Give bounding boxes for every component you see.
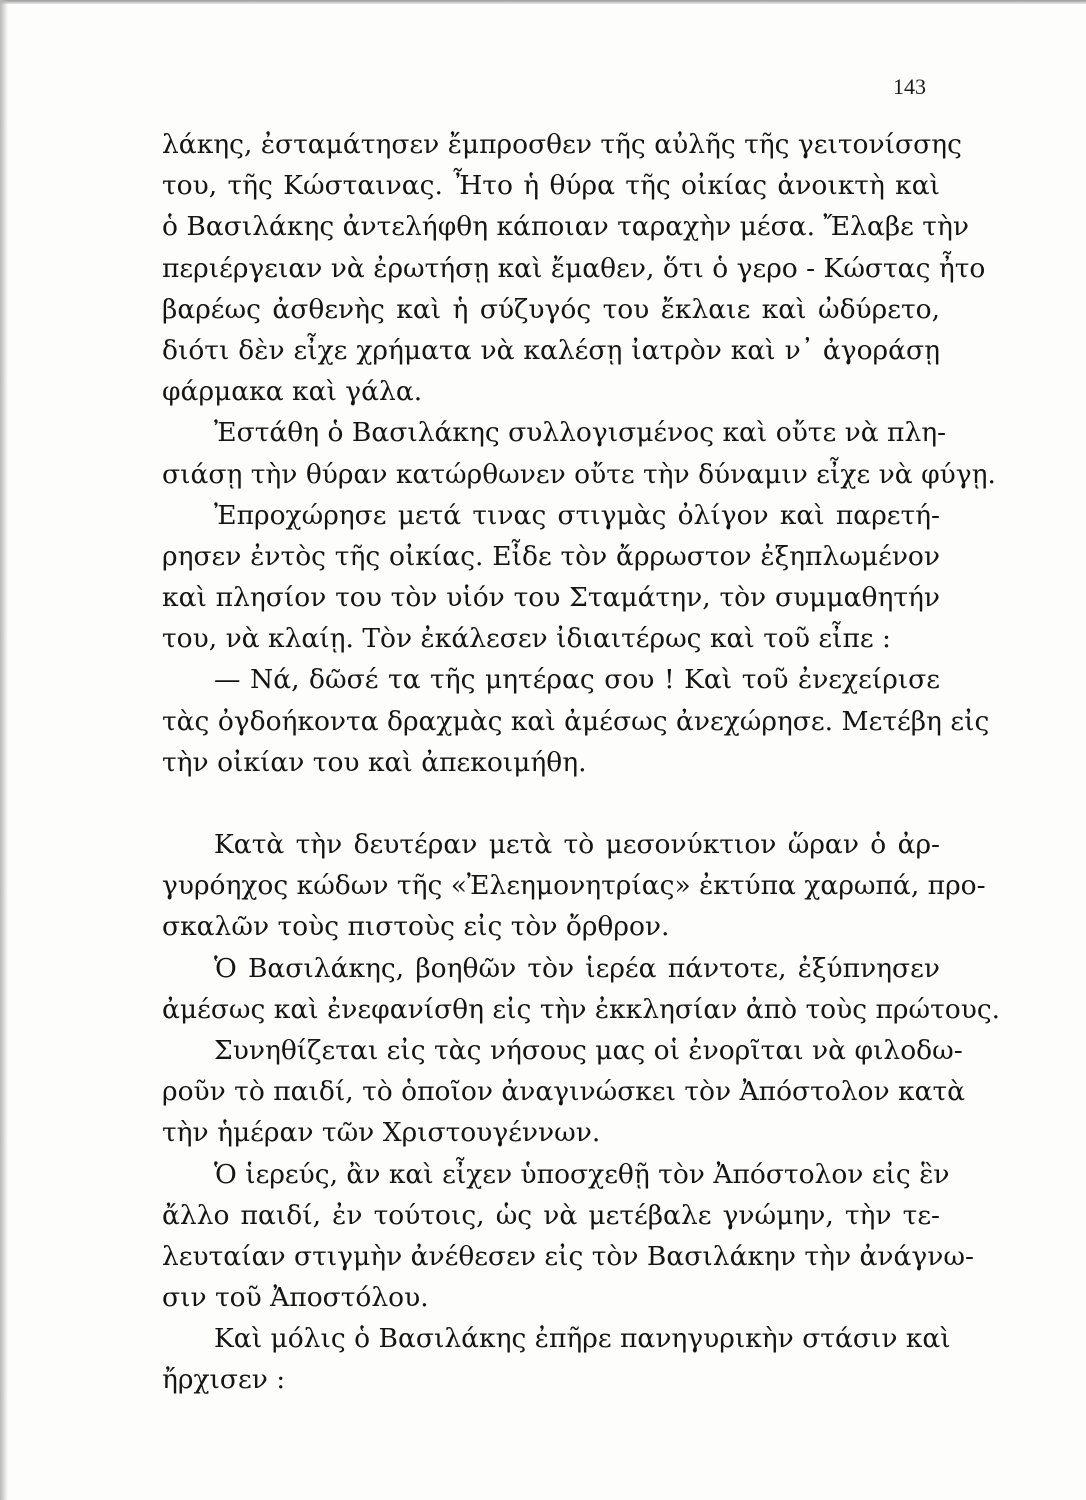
text-line: καὶ πλησίον του τὸν υἱόν του Σταμάτην, τὸν συμμαθητήν (162, 582, 940, 614)
text-line: Ὁ ἱερεύς, ἂν καὶ εἶχεν ὑποσχεθῇ τὸν Ἀπόστολον εἰς ἓν (214, 1158, 950, 1190)
paragraph (162, 1154, 974, 1319)
text-line: τὴν οἰκίαν του καὶ ἀπεκοιμήθη. (162, 746, 587, 778)
text-line: σιν τοῦ Ἀποστόλου. (162, 1282, 429, 1314)
text-line: σκαλῶν τοὺς πιστοὺς εἰς τὸν ὄρθρον. (162, 911, 670, 943)
paragraph (162, 1318, 951, 1400)
text-line: σιάσῃ τὴν θύραν κατώρθωνεν οὔτε τὴν δύναμιν εἶχε νὰ φύγῃ. (162, 458, 996, 490)
text-line: ἀμέσως καὶ ἐνεφανίσθη εἰς τὴν ἐκκλησίαν ἀπὸ τοὺς πρώτους. (162, 993, 1001, 1025)
text-line: Ἐπροχώρησε μετά τινας στιγμὰς ὀλίγον καὶ παρετή- (214, 499, 940, 531)
section-break (162, 783, 940, 824)
text-line: ἄλλο παιδί, ἐν τούτοις, ὡς νὰ μετέβαλε γνώμην, τὴν τε- (162, 1199, 940, 1231)
text-line: διότι δὲν εἶχε χρήματα νὰ καλέσῃ ἰατρὸν καὶ ν᾽ ἀγοράσῃ (162, 334, 940, 366)
page-top-edge (0, 0, 1086, 4)
paragraph (162, 124, 986, 412)
page-gutter-shadow (0, 0, 8, 1500)
text-line: φάρμακα καὶ γάλα. (162, 376, 423, 408)
body-text (162, 124, 1001, 1401)
text-line: του, τῆς Κώσταινας. Ἦτο ἡ θύρα τῆς οἰκίας ἀνοικτὴ καὶ (162, 170, 940, 202)
page-number: 143 (893, 74, 926, 99)
text-line: γυρόηχος κώδων τῆς «Ἐλεημονητρίας» ἐκτύπα χαρωπά, προ- (162, 870, 986, 902)
text-line: Συνηθίζεται εἰς τὰς νήσους μας οἱ ἐνορῖται νὰ φιλοδω- (214, 1034, 963, 1066)
text-line: περιέργειαν νὰ ἐρωτήσῃ καὶ ἔμαθεν, ὅτι ὁ γερο - Κώστας ἦτο (162, 252, 986, 284)
text-line: ὁ Βασιλάκης ἀντελήφθη κάποιαν ταραχὴν μέσα. Ἔλαβε τὴν (162, 211, 969, 243)
text-line: του, νὰ κλαίῃ. Τὸν ἐκάλεσεν ἰδιαιτέρως καὶ τοῦ εἶπε : (162, 623, 891, 655)
text-line: τὴν ἡμέραν τῶν Χριστουγέννων. (162, 1117, 601, 1149)
text-line: Ὁ Βασιλάκης, βοηθῶν τὸν ἱερέα πάντοτε, ἐξύπνησεν (214, 952, 940, 984)
text-line: Ἐστάθη ὁ Βασιλάκης συλλογισμένος καὶ οὔτε νὰ πλη- (214, 417, 947, 449)
text-line: Κατὰ τὴν δευτέραν μετὰ τὸ μεσονύκτιον ὥραν ὁ ἀρ- (214, 829, 940, 860)
paragraph (162, 412, 996, 494)
text-line: λευταίαν στιγμὴν ἀνέθεσεν εἰς τὸν Βασιλάκην τὴν ἀνάγνω- (162, 1240, 974, 1272)
text-line: — Νά, δῶσέ τα τῆς μητέρας σου ! Καὶ τοῦ ἐνεχείρισε (214, 664, 940, 696)
paragraph (162, 495, 940, 660)
paragraph (162, 948, 1001, 1030)
paragraph (162, 824, 986, 948)
text-line: ρησεν ἐντὸς τῆς οἰκίας. Εἶδε τὸν ἄρρωστον ἐξηπλωμένον (162, 540, 940, 572)
text-line: βαρέως ἀσθενὴς καὶ ἡ σύζυγός του ἔκλαιε καὶ ὠδύρετο, (162, 293, 940, 325)
text-line: τὰς ὀγδοήκοντα δραχμὰς καὶ ἀμέσως ἀνεχώρησε. Μετέβη εἰς (162, 705, 990, 737)
text-line: ἤρχισεν : (162, 1364, 286, 1396)
paragraph (162, 659, 990, 783)
text-line: ροῦν τὸ παιδί, τὸ ὁποῖον ἀναγινώσκει τὸν Ἀπόστολον κατὰ (162, 1076, 966, 1108)
text-line: Καὶ μόλις ὁ Βασιλάκης ἐπῆρε πανηγυρικὴν στάσιν καὶ (214, 1323, 951, 1355)
text-line: λάκης, ἐσταμάτησεν ἔμπροσθεν τῆς αὐλῆς τῆς γειτονίσσης (162, 129, 962, 160)
paragraph (162, 1030, 966, 1154)
